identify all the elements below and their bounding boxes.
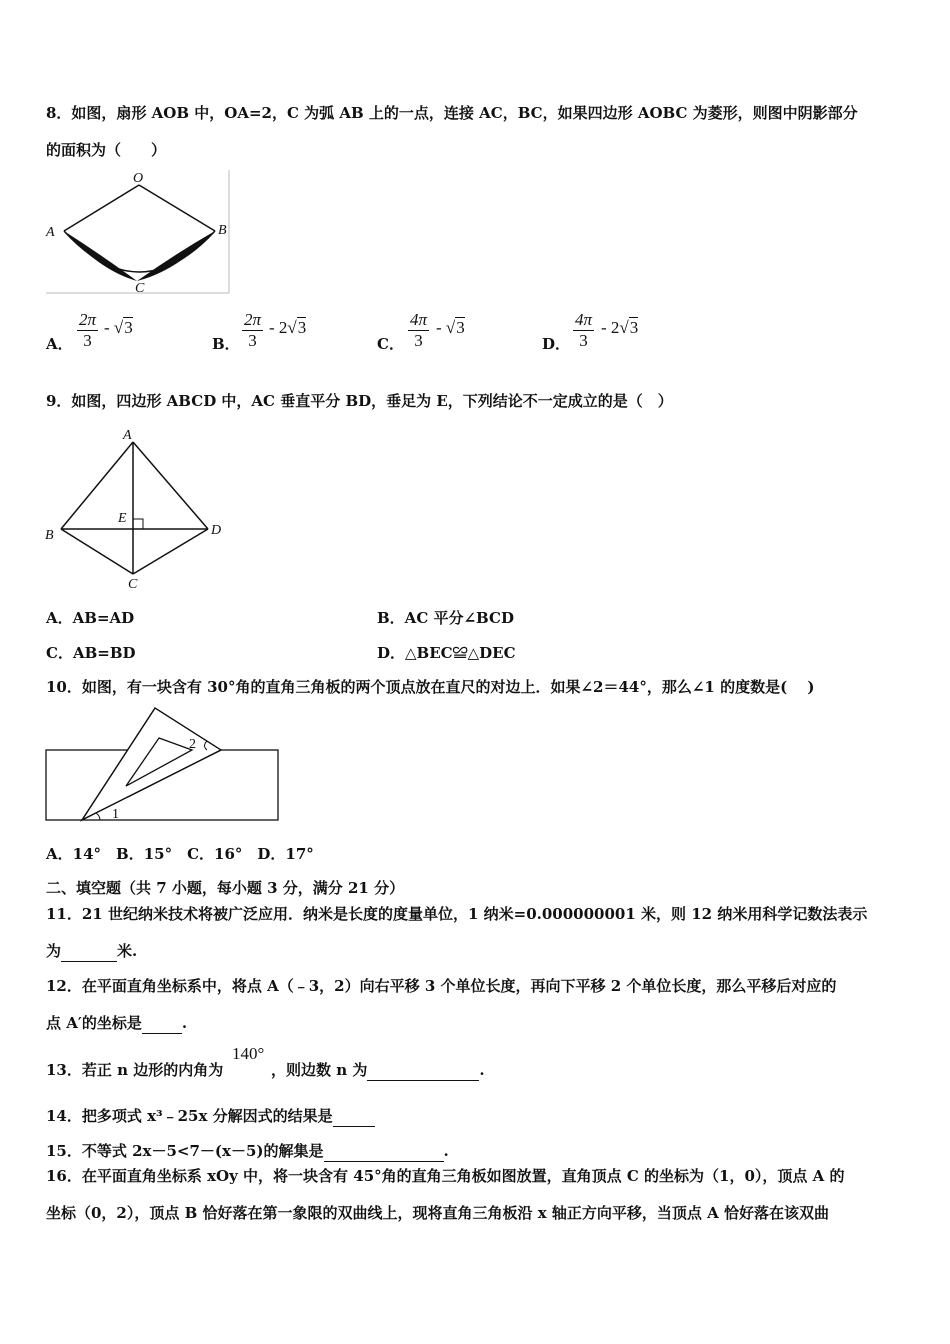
q9-option-d: D．△BEC≌△DEC: [377, 644, 516, 662]
q8-option-c-fraction: $\frac{4\pi}{3}$: [410, 310, 428, 350]
q8-option-d-label: D．: [542, 335, 571, 353]
q12-line1: 12．在平面直角坐标系中，将点 A（﹣3，2）向右平移 3 个单位长度，再向下平移 2 个单位长度，那么平移后对应的: [46, 977, 837, 995]
q13-pre: 13．若正 n 边形的内角为: [46, 1061, 224, 1079]
q9-figure-quadrilateral: [40, 422, 240, 592]
q8-option-c-rest: - √3: [436, 318, 465, 337]
q8-option-b-rest: - 2√3: [269, 318, 307, 337]
label-a: A: [46, 225, 55, 240]
label-o: O: [133, 171, 144, 186]
q10-figure-ruler-triangle: [44, 702, 284, 826]
q8-option-c-label: C．: [377, 335, 404, 353]
label-c: C: [128, 577, 138, 592]
q13-answer: ，则边数 n 为 .: [271, 1061, 485, 1079]
q14-text: 14．把多项式 x³﹣25x 分解因式的结果是: [46, 1106, 375, 1127]
q9-option-a: A．AB=AD: [46, 609, 135, 627]
q11-line1: 11．21 世纪纳米技术将被广泛应用．纳米是长度的度量单位，1 纳米=0.000000001 米，则 12 纳米用科学记数法表示: [46, 905, 868, 923]
q11-line2: 为 米.: [46, 942, 138, 960]
q8-figure-sector: [44, 168, 234, 296]
q15-text: 15．不等式 2x－5<7－(x－5)的解集是 .: [46, 1142, 449, 1160]
q8-text-line2: 的面积为（ ）: [46, 141, 167, 159]
q12-line2: 点 A′的坐标是 .: [46, 1014, 188, 1032]
q10-text: 10．如图，有一块含有 30°角的直角三角板的两个顶点放在直尺的对边上．如果∠2＝44°，那么∠1 的度数是( ): [46, 678, 815, 696]
q8-option-b-label: B．: [212, 335, 240, 353]
q10-options: A．14° B．15° C．16° D．17°: [46, 845, 314, 863]
q9-option-c: C．AB=BD: [46, 644, 136, 662]
q8-text-line1: 8．如图，扇形 AOB 中，OA=2，C 为弧 AB 上的一点，连接 AC，BC，如果四边形 AOBC 为菱形，则图中阴影部分: [46, 104, 858, 122]
q9-text: 9．如图，四边形 ABCD 中，AC 垂直平分 BD，垂足为 E，下列结论不一定成立的是（ ）: [46, 392, 673, 410]
q13-angle: 140°: [232, 1044, 265, 1063]
label-e: E: [118, 511, 127, 526]
angle-1-label: 1: [112, 807, 119, 822]
q8-option-d-rest: - 2√3: [601, 318, 639, 337]
label-b: B: [45, 528, 54, 543]
label-c: C: [135, 281, 145, 296]
q16-line1: 16．在平面直角坐标系 xOy 中，将一块含有 45°角的直角三角板如图放置，直角顶点 C 的坐标为（1，0），顶点 A 的: [46, 1167, 845, 1185]
q8-option-a-fraction: $\frac{2\pi}{3}$: [79, 310, 97, 350]
q9-option-b: B．AC 平分∠BCD: [377, 609, 514, 627]
section2-title: 二、填空题（共 7 小题，每小题 3 分，满分 21 分）: [46, 879, 405, 897]
q8-option-b-fraction: $\frac{2\pi}{3}$: [244, 310, 262, 350]
label-d: D: [211, 523, 222, 538]
q8-option-d-fraction: $\frac{4\pi}{3}$: [575, 310, 593, 350]
q8-option-a-label: A．: [46, 335, 73, 353]
q8-option-a-rest: - √3: [104, 318, 133, 337]
label-b: B: [218, 223, 227, 238]
label-a: A: [123, 428, 132, 443]
q16-line2: 坐标（0，2），顶点 B 恰好落在第一象限的双曲线上，现将直角三角板沿 x 轴正方向平移，当顶点 A 恰好落在该双曲: [46, 1204, 829, 1222]
angle-2-label: 2: [189, 737, 196, 752]
